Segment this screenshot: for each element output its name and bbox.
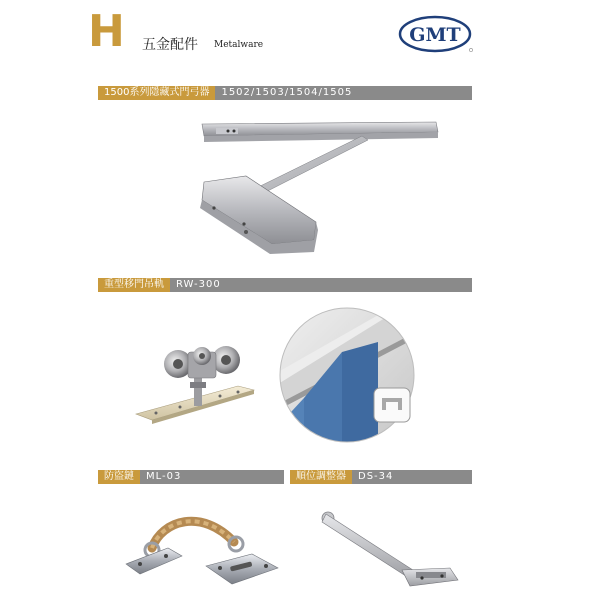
sliding-door-roller-image [134,334,256,428]
section-title: 防盜鏈 [98,470,140,484]
gmt-logo [398,14,474,54]
section-title: 1500系列隱藏式門弓器 [98,86,215,100]
section-title: 順位調整器 [290,470,352,484]
section-code: ML-03 [140,470,284,484]
section-bar-closer [98,86,472,100]
section-letter: H [88,6,125,57]
section-code: 1502/1503/1504/1505 [215,86,472,100]
catalog-title-en: Metalware [214,40,264,50]
concealed-door-closer-image [186,112,456,262]
door-coordinator-image [318,508,462,594]
section-code: RW-300 [170,278,472,292]
section-bar-chain [98,470,284,484]
sliding-track-closeup-image [278,306,416,444]
section-title: 重型移門吊軌 [98,278,170,292]
catalog-title-cn: 五金配件 [142,37,198,53]
logo-text: GMT [409,24,461,46]
section-bar-coordinator [290,470,472,484]
security-chain-image [122,504,282,590]
section-bar-track [98,278,472,292]
section-code: DS-34 [352,470,472,484]
